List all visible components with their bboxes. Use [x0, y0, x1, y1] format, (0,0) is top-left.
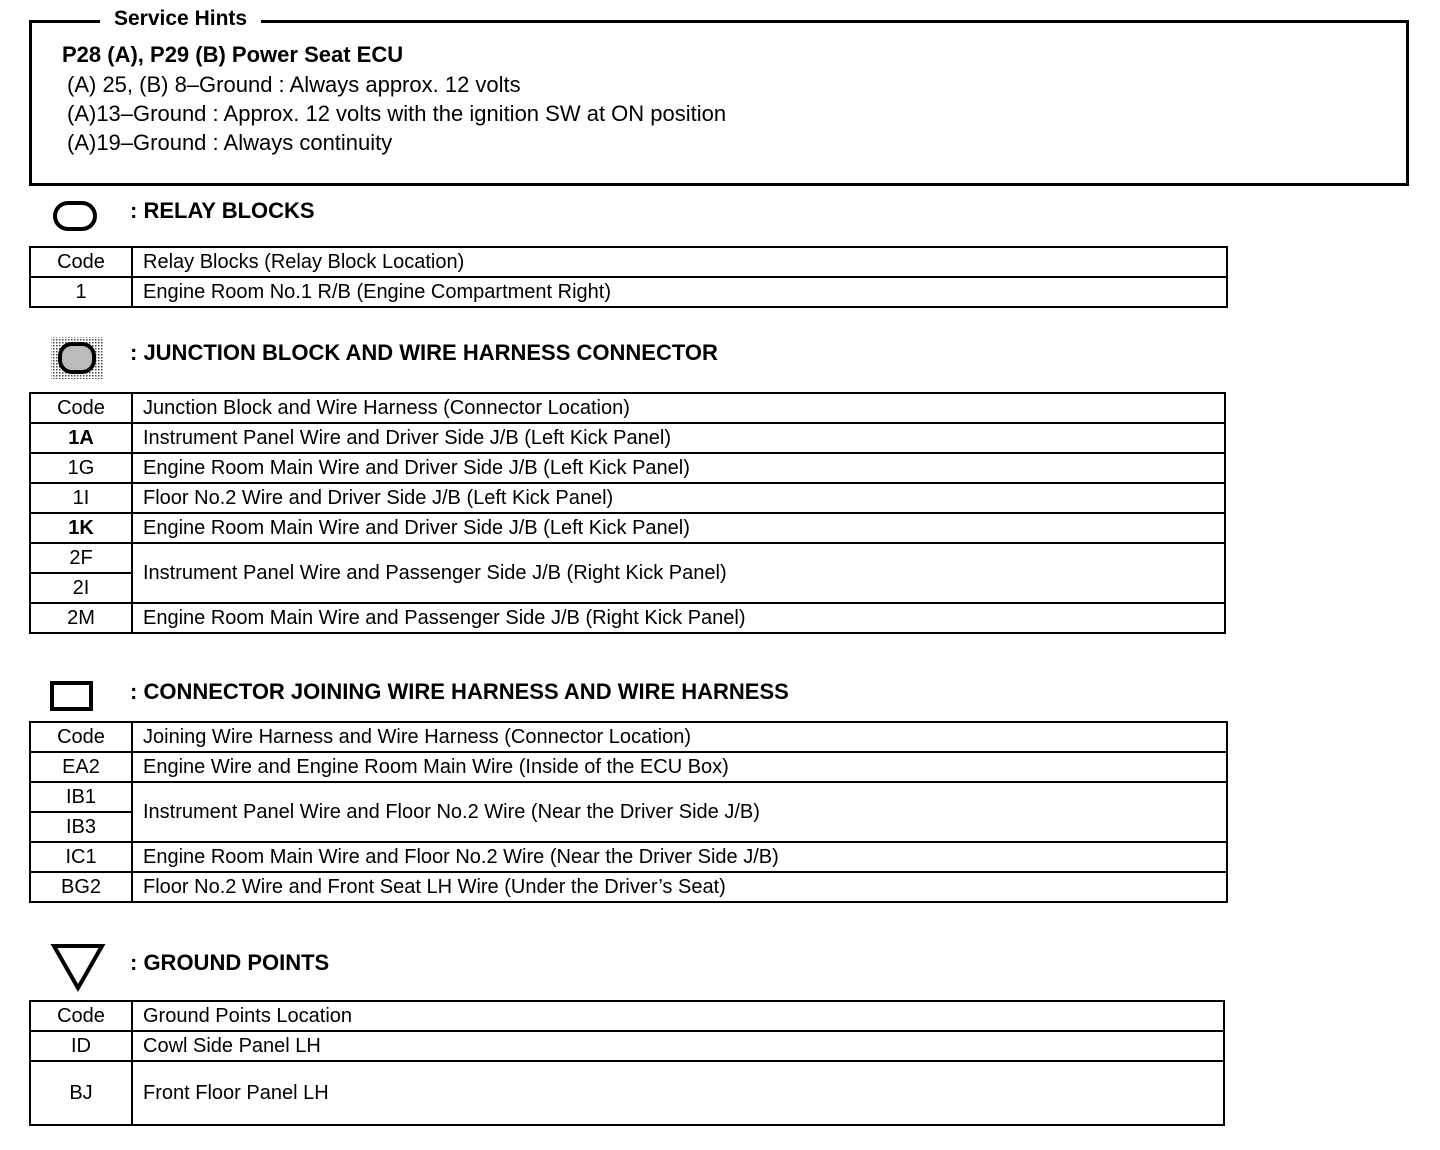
row-code: BG2	[30, 872, 132, 902]
row-code: 1A	[30, 423, 132, 453]
row-code: BJ	[30, 1061, 132, 1125]
row-desc: Floor No.2 Wire and Front Seat LH Wire (Under the Driver’s Seat)	[132, 872, 1227, 902]
table-row	[30, 423, 1225, 453]
row-code: 1G	[30, 453, 132, 483]
table-row	[30, 513, 1225, 543]
relay-blocks-title: : RELAY BLOCKS	[130, 198, 315, 223]
header-desc: Joining Wire Harness and Wire Harness (Connector Location)	[132, 722, 1227, 752]
table-row	[30, 782, 1227, 812]
table-row	[30, 1031, 1224, 1061]
row-desc: Instrument Panel Wire and Driver Side J/B (Left Kick Panel)	[132, 423, 1225, 453]
shaded-rounded-rect-icon	[50, 336, 104, 380]
row-desc: Engine Room Main Wire and Floor No.2 Wire (Near the Driver Side J/B)	[132, 842, 1227, 872]
table-row	[30, 277, 1227, 307]
row-desc: Floor No.2 Wire and Driver Side J/B (Left Kick Panel)	[132, 483, 1225, 513]
header-code: Code	[30, 247, 132, 277]
table-header-row	[30, 1001, 1224, 1031]
service-hints-legend: Service Hints	[100, 6, 261, 32]
row-desc: Cowl Side Panel LH	[132, 1031, 1224, 1061]
table-row	[30, 453, 1225, 483]
row-code: ID	[30, 1031, 132, 1061]
row-code: IB3	[30, 812, 132, 842]
table-row	[30, 872, 1227, 902]
header-code: Code	[30, 1001, 132, 1031]
hint-line: (A) 25, (B) 8–Ground : Always approx. 12 volts	[67, 72, 521, 97]
row-code: 1	[30, 277, 132, 307]
row-desc: Front Floor Panel LH	[132, 1061, 1224, 1125]
connector-table	[29, 721, 1228, 903]
row-code: IB1	[30, 782, 132, 812]
row-code: EA2	[30, 752, 132, 782]
table-row	[30, 842, 1227, 872]
header-desc: Junction Block and Wire Harness (Connector Location)	[132, 393, 1225, 423]
row-desc: Engine Room No.1 R/B (Engine Compartment Right)	[132, 277, 1227, 307]
row-code: 2M	[30, 603, 132, 633]
table-row	[30, 603, 1225, 633]
header-code: Code	[30, 393, 132, 423]
row-code: 2I	[30, 573, 132, 603]
header-desc: Relay Blocks (Relay Block Location)	[132, 247, 1227, 277]
row-desc: Instrument Panel Wire and Floor No.2 Wire (Near the Driver Side J/B)	[132, 782, 1227, 842]
row-code: 1I	[30, 483, 132, 513]
row-code: 2F	[30, 543, 132, 573]
hint-line: (A)13–Ground : Approx. 12 volts with the ignition SW at ON position	[67, 101, 727, 126]
header-code: Code	[30, 722, 132, 752]
relay-blocks-table	[29, 246, 1228, 308]
row-desc: Engine Room Main Wire and Passenger Side J/B (Right Kick Panel)	[132, 603, 1225, 633]
junction-block-title: : JUNCTION BLOCK AND WIRE HARNESS CONNECTOR	[130, 340, 718, 365]
hint-line: (A)19–Ground : Always continuity	[67, 130, 393, 155]
triangle-down-icon	[50, 942, 106, 992]
table-row	[30, 543, 1225, 573]
table-header-row	[30, 393, 1225, 423]
table-header-row	[30, 247, 1227, 277]
service-hints-title: P28 (A), P29 (B) Power Seat ECU	[62, 42, 404, 67]
table-row	[30, 1061, 1224, 1125]
junction-block-table	[29, 392, 1226, 634]
ground-points-table	[29, 1000, 1225, 1126]
row-desc: Engine Room Main Wire and Driver Side J/B (Left Kick Panel)	[132, 513, 1225, 543]
row-code: IC1	[30, 842, 132, 872]
rounded-rect-icon	[52, 200, 98, 232]
row-desc: Engine Wire and Engine Room Main Wire (Inside of the ECU Box)	[132, 752, 1227, 782]
row-code: 1K	[30, 513, 132, 543]
ground-points-title: : GROUND POINTS	[130, 950, 330, 975]
rect-icon	[49, 680, 95, 712]
connector-title: : CONNECTOR JOINING WIRE HARNESS AND WIRE HARNESS	[130, 679, 789, 704]
table-row	[30, 483, 1225, 513]
table-header-row	[30, 722, 1227, 752]
row-desc: Instrument Panel Wire and Passenger Side J/B (Right Kick Panel)	[132, 543, 1225, 603]
header-desc: Ground Points Location	[132, 1001, 1224, 1031]
row-desc: Engine Room Main Wire and Driver Side J/B (Left Kick Panel)	[132, 453, 1225, 483]
table-row	[30, 752, 1227, 782]
